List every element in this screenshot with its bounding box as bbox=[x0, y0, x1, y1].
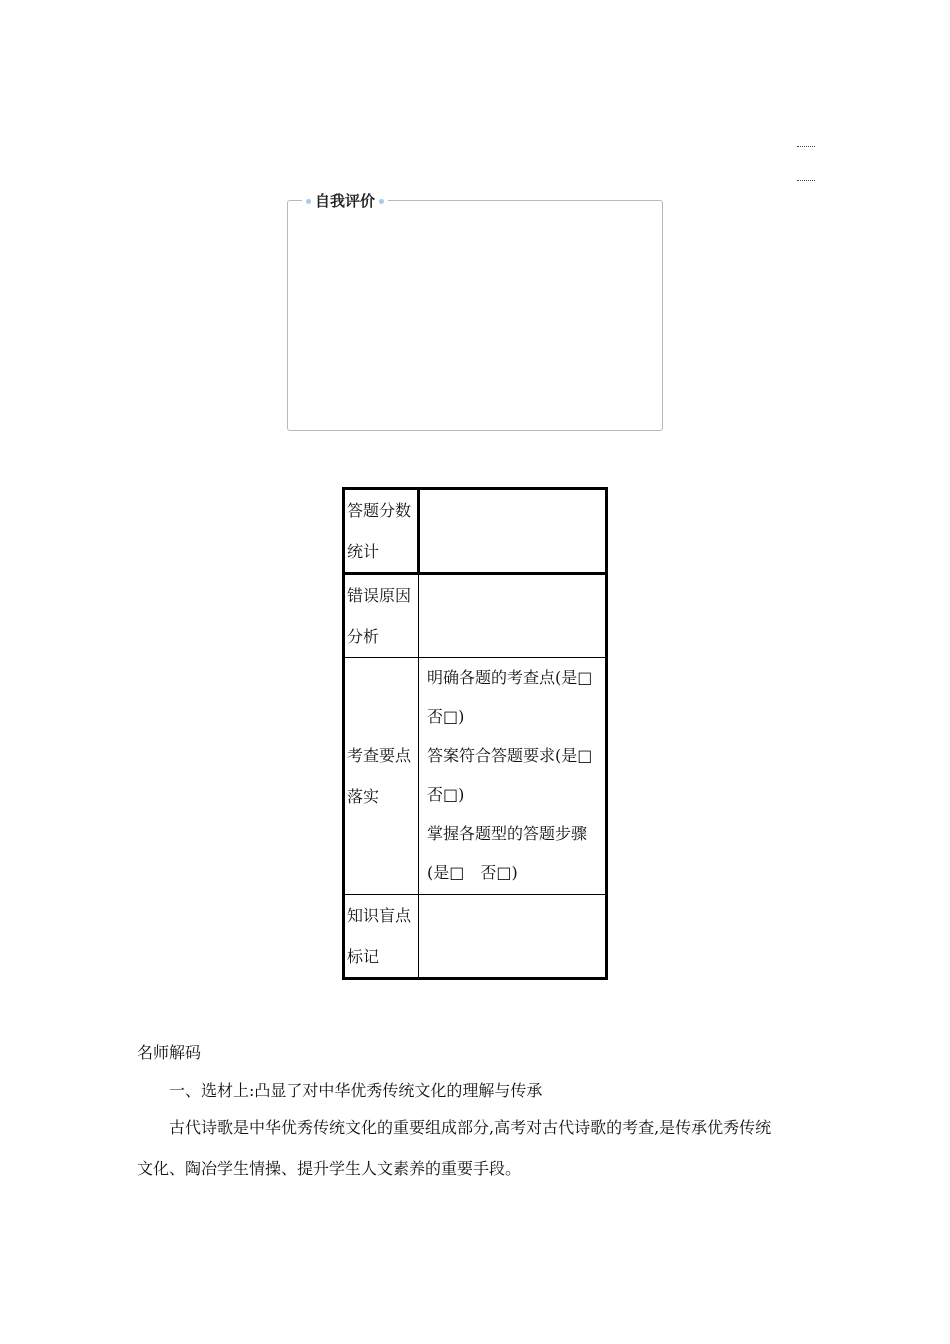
checklist-line: 否□) bbox=[427, 707, 465, 726]
row-value-blind-spots bbox=[419, 895, 607, 979]
row-label-error-cause: 错误原因 分析 bbox=[344, 574, 419, 658]
checklist-line: 掌握各题型的答题步骤 bbox=[427, 824, 588, 843]
checklist-line: 否□) bbox=[427, 785, 465, 804]
checklist-line: 明确各题的考查点(是□ bbox=[427, 668, 593, 687]
row-label-key-points: 考查要点 落实 bbox=[344, 658, 419, 895]
self-evaluation-box bbox=[287, 192, 663, 431]
section-heading: 名师解码 bbox=[137, 1043, 202, 1062]
bullet-dot-right-icon bbox=[379, 199, 384, 204]
table-row bbox=[344, 895, 607, 979]
row-value-score bbox=[419, 489, 607, 574]
evaluation-table bbox=[342, 487, 608, 980]
checklist-line: 答案符合答题要求(是□ bbox=[427, 746, 593, 765]
row-label-score: 答题分数 统计 bbox=[344, 489, 419, 574]
table-row bbox=[344, 658, 607, 895]
row-label-blind-spots: 知识盲点 标记 bbox=[344, 895, 419, 979]
point-one: 一、选材上:凸显了对中华优秀传统文化的理解与传承 bbox=[169, 1081, 543, 1100]
dotted-mark-bottom bbox=[797, 180, 815, 181]
row-value-key-points bbox=[419, 658, 607, 895]
self-evaluation-title-text: 自我评价 bbox=[315, 192, 376, 210]
paragraph-line-2: 文化、陶冶学生情操、提升学生人文素养的重要手段。 bbox=[137, 1159, 522, 1178]
bullet-dot-left-icon bbox=[306, 199, 311, 204]
paragraph-line-1: 古代诗歌是中华优秀传统文化的重要组成部分,高考对古代诗歌的考查,是传承优秀传统 bbox=[169, 1118, 772, 1137]
table-row bbox=[344, 574, 607, 658]
self-evaluation-title bbox=[302, 191, 388, 211]
table-row bbox=[344, 489, 607, 574]
checklist-line: (是□ 否□) bbox=[427, 863, 518, 882]
dotted-mark-top bbox=[797, 146, 815, 147]
row-value-error-cause bbox=[419, 574, 607, 658]
